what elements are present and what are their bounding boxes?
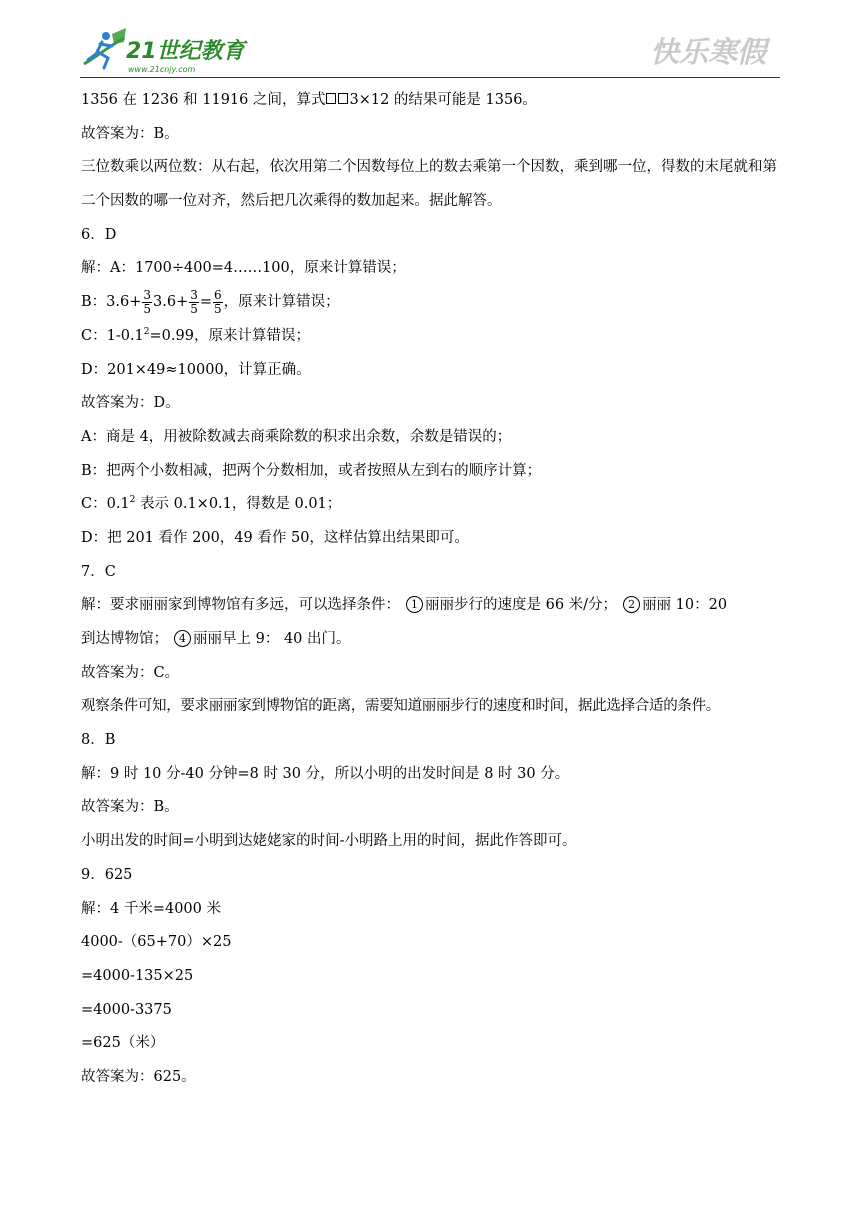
- text-line: 故答案为：D。: [81, 395, 180, 412]
- text-line: 解：A：1700÷400=4……100，原来计算错误；: [81, 260, 406, 277]
- text-line: 到达博物馆； 4 丽丽早上 9： 40 出门。: [81, 631, 351, 648]
- text-line-fractions: B：3.6+ $\frac{3}{5}$ 3.6+ $\frac{3}{5}$ = $\frac{6}{5}$ ，原来计算错误；: [81, 287, 340, 316]
- logo-text: 21世纪教育: [126, 39, 245, 64]
- header-divider: [80, 77, 780, 78]
- text-paragraph: 三位数乘以两位数：从右起，依次用第二个因数每位上的数去乘第一个因数，乘到哪一位，得数的末尾就和第二个因数的哪一位对齐，然后把几次乘得的数加起来。据此解答。: [81, 159, 777, 210]
- 21cnjy-logo: [80, 24, 260, 76]
- circled-number: 2: [623, 596, 640, 613]
- text-line: 故答案为：C。: [81, 664, 180, 681]
- blank-box: [326, 93, 336, 104]
- question-number: 7．C: [81, 563, 116, 580]
- question-number: 6．D: [81, 226, 117, 243]
- text-line: 故答案为：625。: [81, 1068, 196, 1085]
- text-line: 解：9 时 10 分-40 分钟=8 时 30 分，所以小明的出发时间是 8 时 30 分。: [81, 765, 570, 782]
- text-line: 故答案为：B。: [81, 125, 179, 142]
- blank-box: [338, 93, 348, 104]
- logo-right-text: 快乐寒假: [650, 35, 767, 69]
- text-line: D：201×49≈10000，计算正确。: [81, 361, 311, 378]
- logo-url: www.21cnjy.com: [128, 65, 196, 74]
- question-number: 8．B: [81, 732, 116, 749]
- text-line: =625（米）: [81, 1035, 165, 1052]
- text-line: 小明出发的时间=小明到达姥姥家的时间-小明路上用的时间，据此作答即可。: [81, 833, 577, 850]
- fraction: $\frac{6}{5}$: [214, 287, 222, 316]
- text-line: B：把两个小数相减，把两个分数相加，或者按照从左到右的顺序计算；: [81, 462, 542, 479]
- text-line: =4000-135×25: [81, 967, 194, 984]
- page-header: [0, 0, 860, 82]
- text-line: A：商是 4，用被除数减去商乘除数的积求出余数，余数是错误的；: [81, 428, 512, 445]
- text-line: C：$1-0.1^2=0.99$，原来计算错误；: [81, 327, 310, 344]
- text-line: C：$0.1^2$ 表示 0.1×0.1，得数是 0.01；: [81, 495, 342, 513]
- text-line: 解：4 千米=4000 米: [81, 900, 221, 917]
- question-number: 9．625: [81, 866, 133, 883]
- text-line: 1356 在 1236 和 11916 之间，算式 3×12 的结果可能是 1356。: [81, 92, 537, 108]
- text-line: =4000-3375: [81, 1001, 172, 1018]
- text-line: 故答案为：B。: [81, 799, 179, 816]
- text-line: 观察条件可知，要求丽丽家到博物馆的距离，需要知道丽丽步行的速度和时间，据此选择合适的条件。: [81, 698, 720, 715]
- fraction: $\frac{3}{5}$: [190, 287, 198, 316]
- winter-vacation-logo: [648, 22, 783, 74]
- circled-number: 1: [406, 596, 423, 613]
- fraction: $\frac{3}{5}$: [143, 287, 152, 316]
- text-line: D：把 201 看作 200，49 看作 50，这样估算出结果即可。: [81, 529, 469, 546]
- text-line: 解：要求丽丽家到博物馆有多远，可以选择条件： 1 丽丽步行的速度是 66 米/分； 2 丽丽 10：20: [81, 597, 728, 614]
- text-line: 4000-（65+70）×25: [81, 934, 232, 951]
- circled-number: 4: [174, 630, 191, 647]
- answer-content: [81, 84, 781, 1095]
